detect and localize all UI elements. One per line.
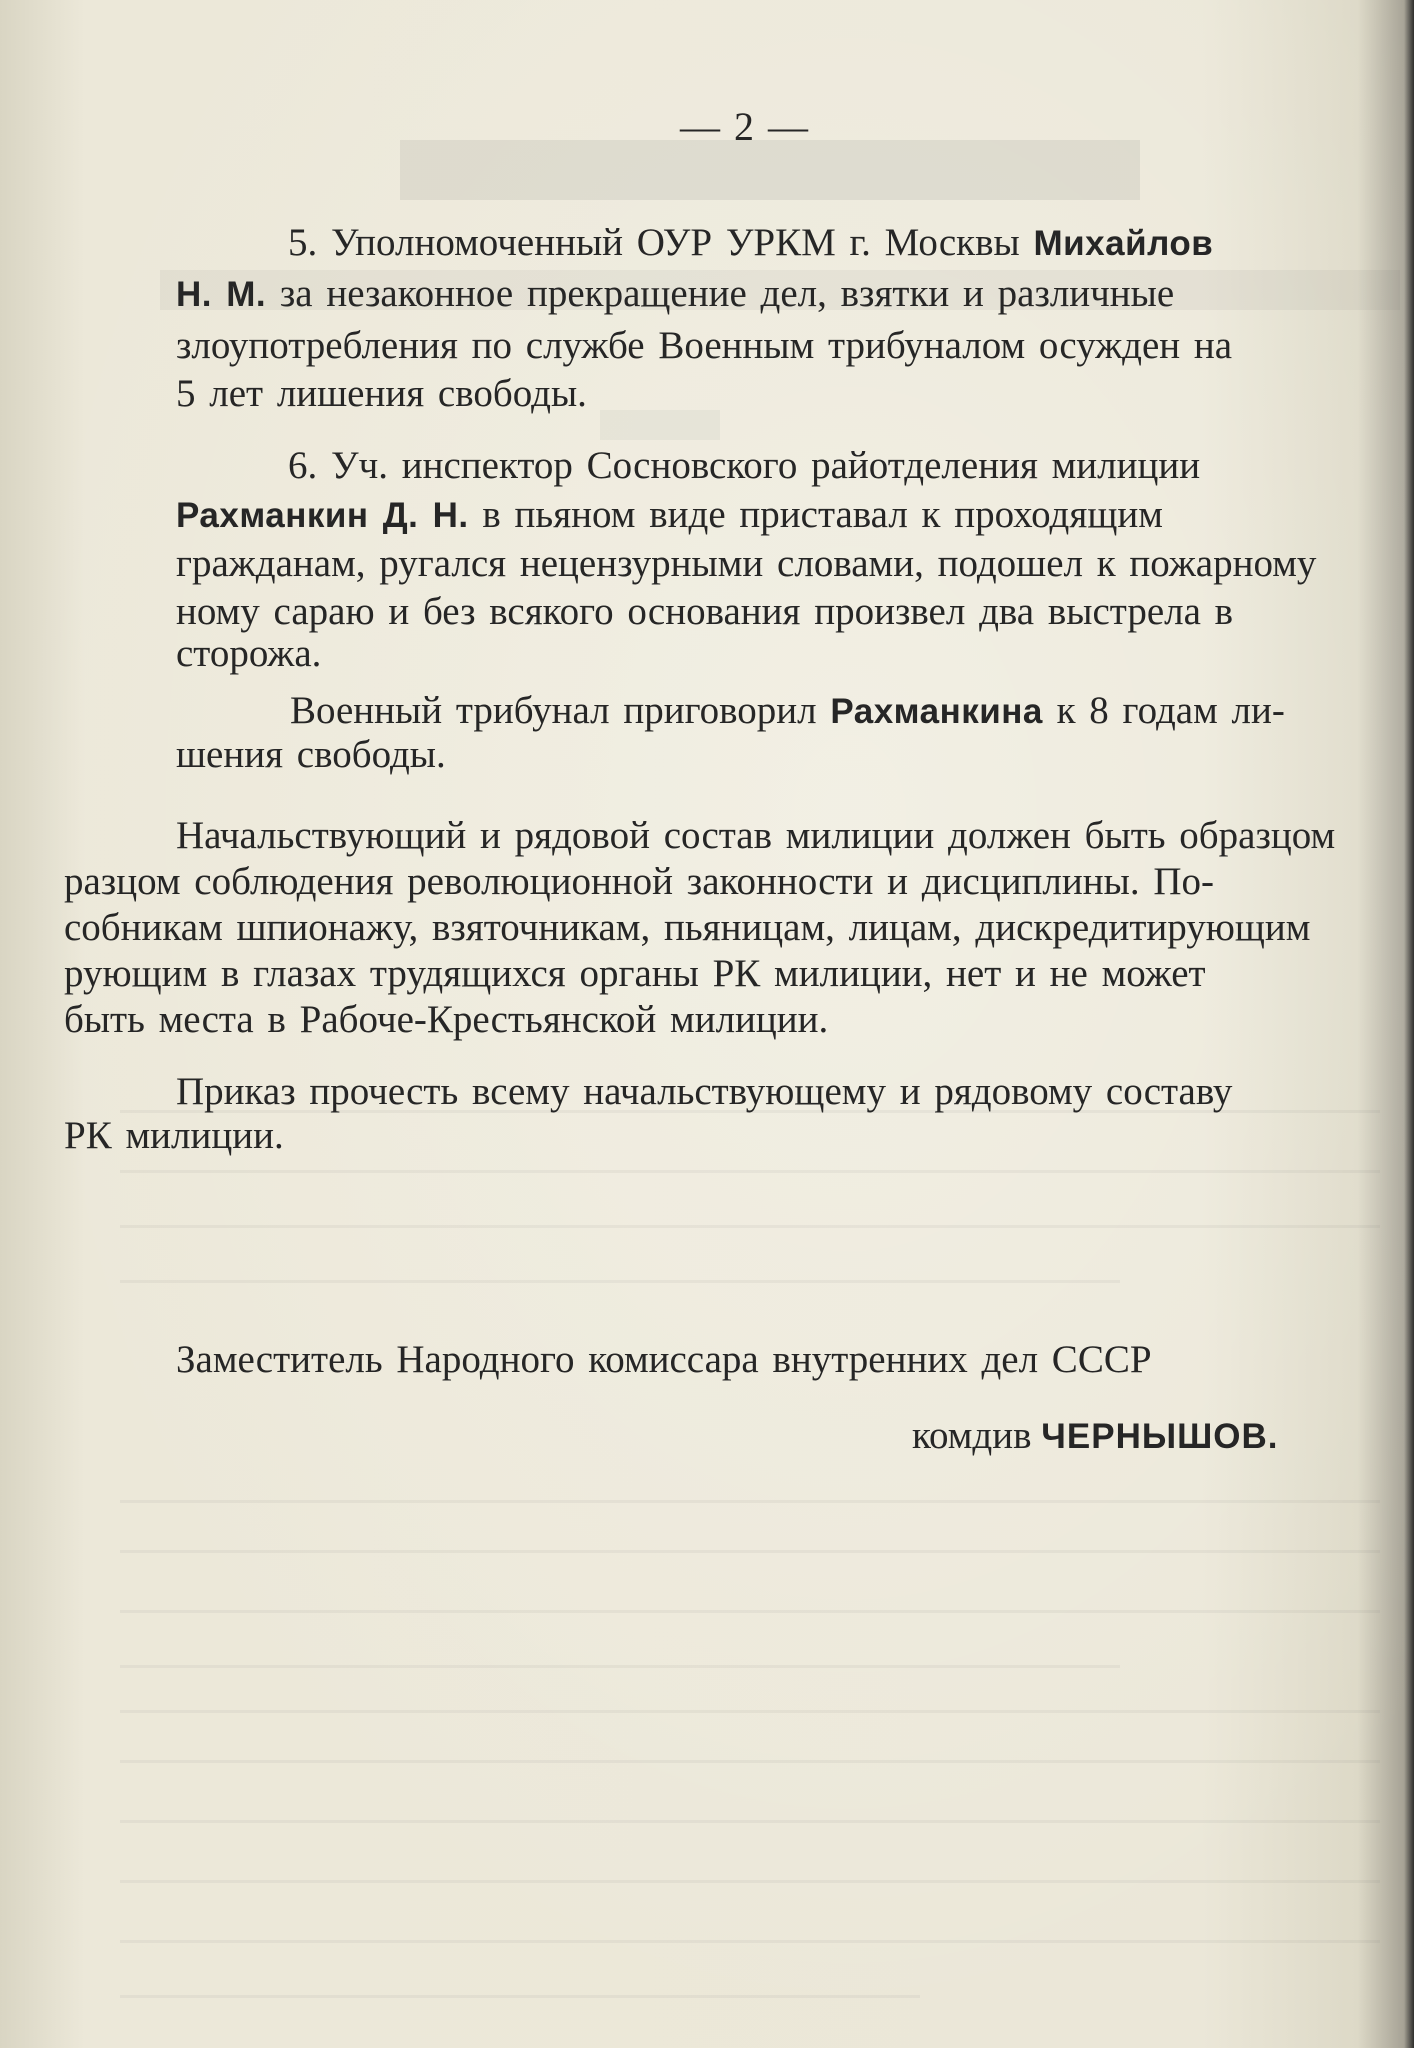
item5-text: за незаконное прекращение дел, взятки и различные [266, 272, 1175, 315]
paragraph-line: собникам шпионажу, взяточникам, пьяницам, лицам, дискредитирующим [64, 906, 1311, 949]
item5-initials: Н. М. [176, 275, 267, 314]
item6-line3: гражданам, ругался нецензурными словами, подошел к пожарному [176, 542, 1317, 585]
item5-line3: злоупотребления по службе Военным трибуналом осужден на [176, 324, 1233, 367]
verdict-name: Рахманкина [830, 692, 1043, 731]
paragraph-line: Начальствующий и рядовой состав милиции должен быть образцом [176, 814, 1336, 857]
order-line1: Приказ прочесть всему начальствующему и рядовому составу [176, 1070, 1233, 1113]
signature-rank: комдив [912, 1414, 1042, 1457]
item6-name: Рахманкин Д. Н. [176, 496, 469, 535]
item6-line1: 6. Уч. инспектор Сосновского райотделения милиции [288, 444, 1201, 487]
page-edge-shadow [1404, 0, 1414, 2048]
item5-text: 5. Уполномоченный ОУР УРКМ г. Москвы [288, 221, 1034, 264]
page-number: — 2 — [680, 104, 810, 149]
verdict-text: к 8 годам ли- [1042, 689, 1285, 732]
verdict-line1 [290, 687, 1285, 736]
signature-name: ЧЕРНЫШОВ. [1041, 1417, 1279, 1456]
item6-text: в пьяном виде приставал к проходящим [468, 493, 1163, 536]
item5-line2 [176, 270, 1174, 319]
order-line2: РК милиции. [64, 1114, 284, 1157]
verdict-text: Военный трибунал приговорил [290, 689, 831, 732]
paragraph-line: разцом соблюдения революционной законности и дисциплины. По- [64, 860, 1214, 903]
item5-line4: 5 лет лишения свободы. [176, 372, 587, 415]
item5-line1 [288, 219, 1213, 268]
paragraph-line: рующим в глазах трудящихся органы РК милиции, нет и не может [64, 952, 1206, 995]
item6-line5: сторожа. [176, 632, 322, 675]
verdict-line2: шения свободы. [176, 733, 446, 776]
item6-line4: ному сараю и без всякого основания произвел два выстрела в [176, 590, 1234, 633]
item5-name: Михайлов [1033, 224, 1214, 263]
paragraph-line: быть места в Рабоче-Крестьянской милиции. [64, 998, 829, 1041]
signature-block [912, 1413, 1279, 1458]
item6-line2 [176, 491, 1163, 540]
signature-title: Заместитель Народного комиссара внутренних дел СССР [176, 1338, 1152, 1381]
